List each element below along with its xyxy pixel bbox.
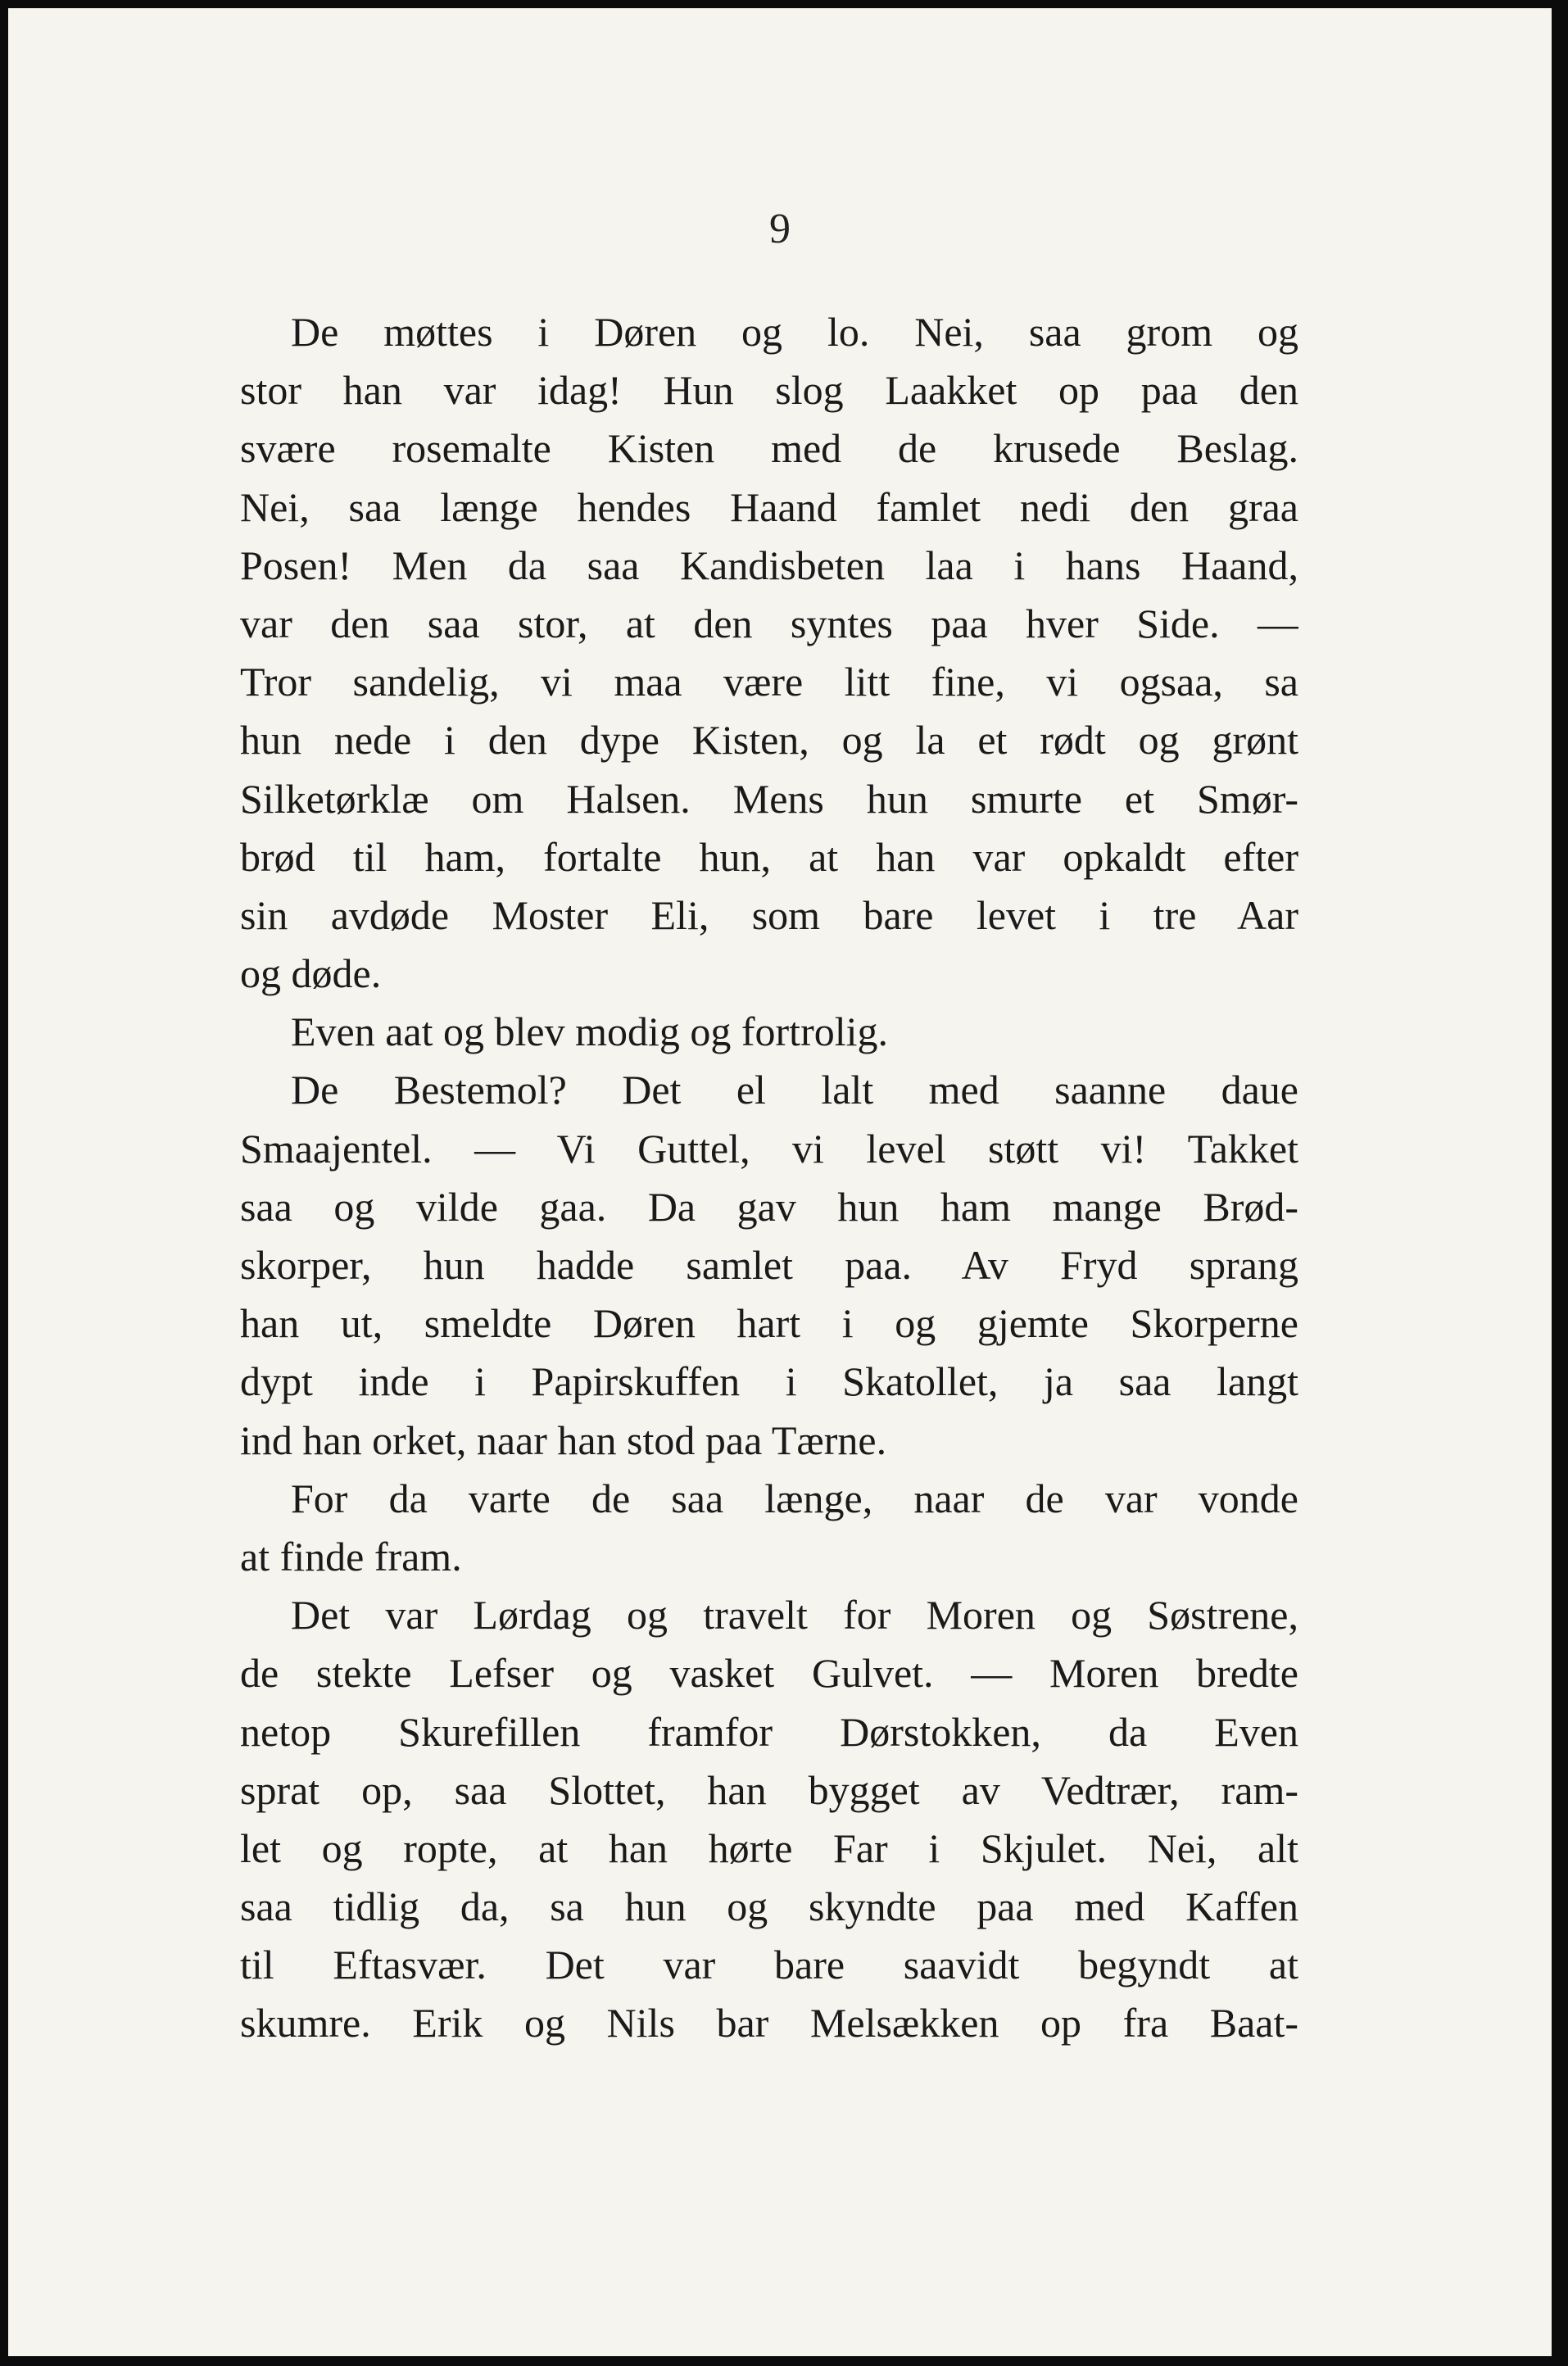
book-page — [8, 8, 1552, 2356]
text-line: hun nede i den dype Kisten, og la et rødt og grønt — [240, 717, 1298, 764]
text-line: til Eftasvær. Det var bare saavidt begyndt at — [240, 1942, 1298, 1988]
text-line: saa og vilde gaa. Da gav hun ham mange Brød- — [240, 1183, 1298, 1230]
text-line: saa tidlig da, sa hun og skyndte paa med Kaffen — [240, 1883, 1298, 1930]
text-line: Posen! Men da saa Kandisbeten laa i hans Haand, — [240, 542, 1298, 588]
text-line: stor han var idag! Hun slog Laakket op paa den — [240, 367, 1298, 414]
text-line: skorper, hun hadde samlet paa. Av Fryd sprang — [240, 1242, 1298, 1288]
text-line: skumre. Erik og Nils bar Melsækken op fra Baat- — [240, 2000, 1298, 2046]
text-line: svære rosemalte Kisten med de krusede Beslag. — [240, 425, 1298, 472]
text-line: Nei, saa længe hendes Haand famlet nedi den graa — [240, 483, 1298, 530]
text-line: at finde fram. — [240, 1533, 462, 1580]
text-line: ind han orket, naar han stod paa Tærne. — [240, 1416, 887, 1463]
text-line: Even aat og blev modig og fortrolig. — [291, 1008, 889, 1055]
text-line: var den saa stor, at den syntes paa hver Side. — — [240, 600, 1298, 646]
page-number: 9 — [769, 206, 791, 252]
text-line: og døde. — [240, 950, 382, 997]
text-line: han ut, smeldte Døren hart i og gjemte Skorperne — [240, 1300, 1298, 1347]
text-line: De møttes i Døren og lo. Nei, saa grom og — [291, 309, 1298, 355]
text-line: dypt inde i Papirskuffen i Skatollet, ja saa langt — [240, 1358, 1298, 1405]
text-line: Silketørklæ om Halsen. Mens hun smurte et Smør- — [240, 775, 1298, 822]
text-line: Smaajentel. — Vi Guttel, vi level støtt vi! Takket — [240, 1125, 1298, 1172]
text-line: De Bestemol? Det el lalt med saanne daue — [291, 1067, 1298, 1113]
text-line: netop Skurefillen framfor Dørstokken, da Even — [240, 1708, 1298, 1755]
text-line: sprat op, saa Slottet, han bygget av Vedtrær, ram- — [240, 1766, 1298, 1813]
text-line: let og ropte, at han hørte Far i Skjulet. Nei, alt — [240, 1824, 1298, 1871]
text-line: Det var Lørdag og travelt for Moren og Søstrene, — [291, 1592, 1298, 1639]
text-line: sin avdøde Moster Eli, som bare levet i tre Aar — [240, 891, 1298, 938]
body-text — [240, 303, 1298, 2053]
text-line: brød til ham, fortalte hun, at han var opkaldt efter — [240, 833, 1298, 880]
text-line: For da varte de saa længe, naar de var vonde — [291, 1475, 1298, 1521]
text-line: Tror sandelig, vi maa være litt fine, vi ogsaa, sa — [240, 659, 1298, 705]
text-line: de stekte Lefser og vasket Gulvet. — Moren bredte — [240, 1650, 1298, 1697]
